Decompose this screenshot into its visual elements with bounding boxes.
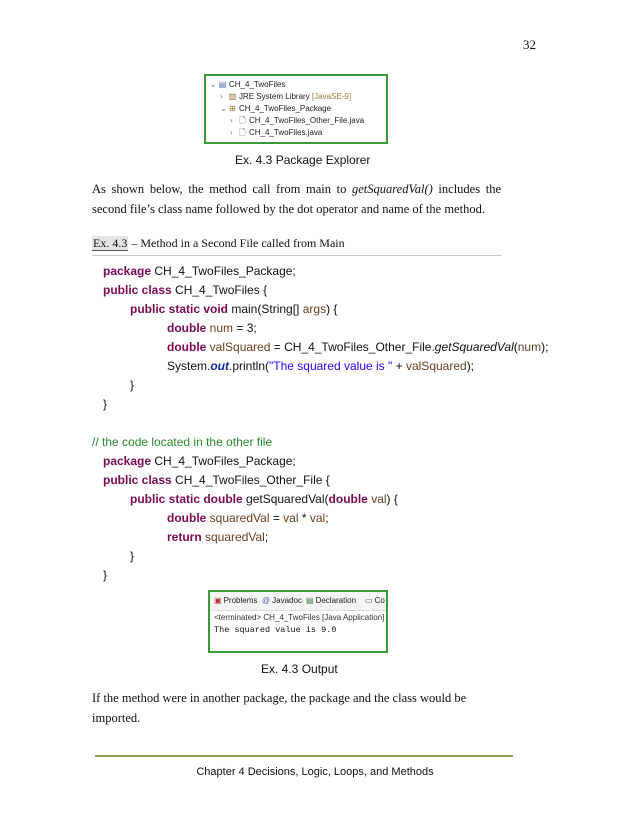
tab-declaration[interactable]: ▤ Declaration bbox=[306, 596, 357, 605]
code-line: public static double getSquaredVal(double val) { bbox=[130, 492, 398, 506]
code-line: } bbox=[130, 378, 135, 392]
code-line: double num = 3; bbox=[167, 321, 257, 335]
closing-paragraph: If the method were in another package, the package and the class would be imported. bbox=[92, 691, 467, 725]
tab-javadoc[interactable]: @ Javadoc bbox=[262, 596, 302, 605]
console-icon: ▭ bbox=[365, 596, 373, 605]
code-line: return squaredVal; bbox=[167, 530, 269, 544]
collapsed-arrow-icon: › bbox=[230, 116, 233, 125]
footer-text: Chapter 4 Decisions, Logic, Loops, and Methods bbox=[196, 766, 434, 778]
tab-console[interactable]: ▭ Co bbox=[365, 596, 385, 605]
tree-item-project: ⌄ ▤ CH_4_TwoFiles bbox=[210, 80, 286, 89]
console-tab-bar bbox=[210, 592, 386, 611]
package-explorer-screenshot bbox=[204, 74, 388, 144]
package-explorer-caption: Ex. 4.3 Package Explorer bbox=[235, 153, 371, 167]
page-number: 32 bbox=[523, 37, 536, 52]
java-file-icon: 🗋 bbox=[239, 128, 246, 137]
heading-rule bbox=[92, 255, 502, 256]
example-heading: Ex. 4.3 – Method in a Second File called from Main bbox=[93, 236, 345, 250]
code-line: double valSquared = CH_4_TwoFiles_Other_File.getSquaredVal(num); bbox=[167, 340, 549, 354]
tree-item-other-file: › 🗋 CH_4_TwoFiles_Other_File.java bbox=[230, 116, 365, 125]
intro-paragraph: As shown below, the method call from main to getSquaredVal() includes the second file’s class name followed by the dot operator and name of the method. bbox=[92, 182, 501, 216]
code-line: public class CH_4_TwoFiles { bbox=[103, 283, 268, 297]
console-output: The squared value is 9.0 bbox=[214, 625, 337, 635]
tree-item-main-file: › 🗋 CH_4_TwoFiles.java bbox=[230, 128, 323, 137]
tab-problems[interactable]: ▣ Problems bbox=[214, 596, 258, 605]
collapsed-arrow-icon: › bbox=[220, 92, 223, 101]
collapsed-arrow-icon: › bbox=[230, 128, 233, 137]
project-icon: ▤ bbox=[218, 80, 227, 89]
code-line: } bbox=[130, 549, 135, 563]
output-console-screenshot bbox=[208, 590, 388, 653]
footer-rule bbox=[95, 755, 513, 757]
expanded-arrow-icon: ⌄ bbox=[210, 80, 217, 89]
expanded-arrow-icon: ⌄ bbox=[220, 104, 227, 113]
declaration-icon: ▤ bbox=[306, 596, 314, 605]
code-line: } bbox=[103, 397, 108, 411]
library-icon: ▥ bbox=[228, 92, 237, 101]
code-line: package CH_4_TwoFiles_Package; bbox=[103, 454, 296, 468]
code-comment: // the code located in the other file bbox=[92, 435, 273, 449]
java-file-icon: 🗋 bbox=[239, 116, 246, 125]
javadoc-icon: @ bbox=[262, 596, 271, 605]
code-line: public static void main(String[] args) { bbox=[130, 302, 338, 316]
tree-item-jre: › ▥ JRE System Library [JavaSE-9] bbox=[220, 92, 352, 101]
package-icon: ⊞ bbox=[229, 104, 236, 113]
code-line: double squaredVal = val * val; bbox=[167, 511, 329, 525]
code-line: public class CH_4_TwoFiles_Other_File { bbox=[103, 473, 330, 487]
terminated-label: <terminated> CH_4_TwoFiles [Java Application] bbox=[214, 613, 385, 622]
problems-icon: ▣ bbox=[214, 596, 222, 605]
tree-item-package: ⌄ ⊞ CH_4_TwoFiles_Package bbox=[220, 104, 332, 113]
output-caption: Ex. 4.3 Output bbox=[261, 662, 338, 676]
code-line: } bbox=[103, 568, 108, 582]
code-line: package CH_4_TwoFiles_Package; bbox=[103, 264, 296, 278]
code-line: System.out.println("The squared value is " + valSquared); bbox=[167, 359, 475, 373]
